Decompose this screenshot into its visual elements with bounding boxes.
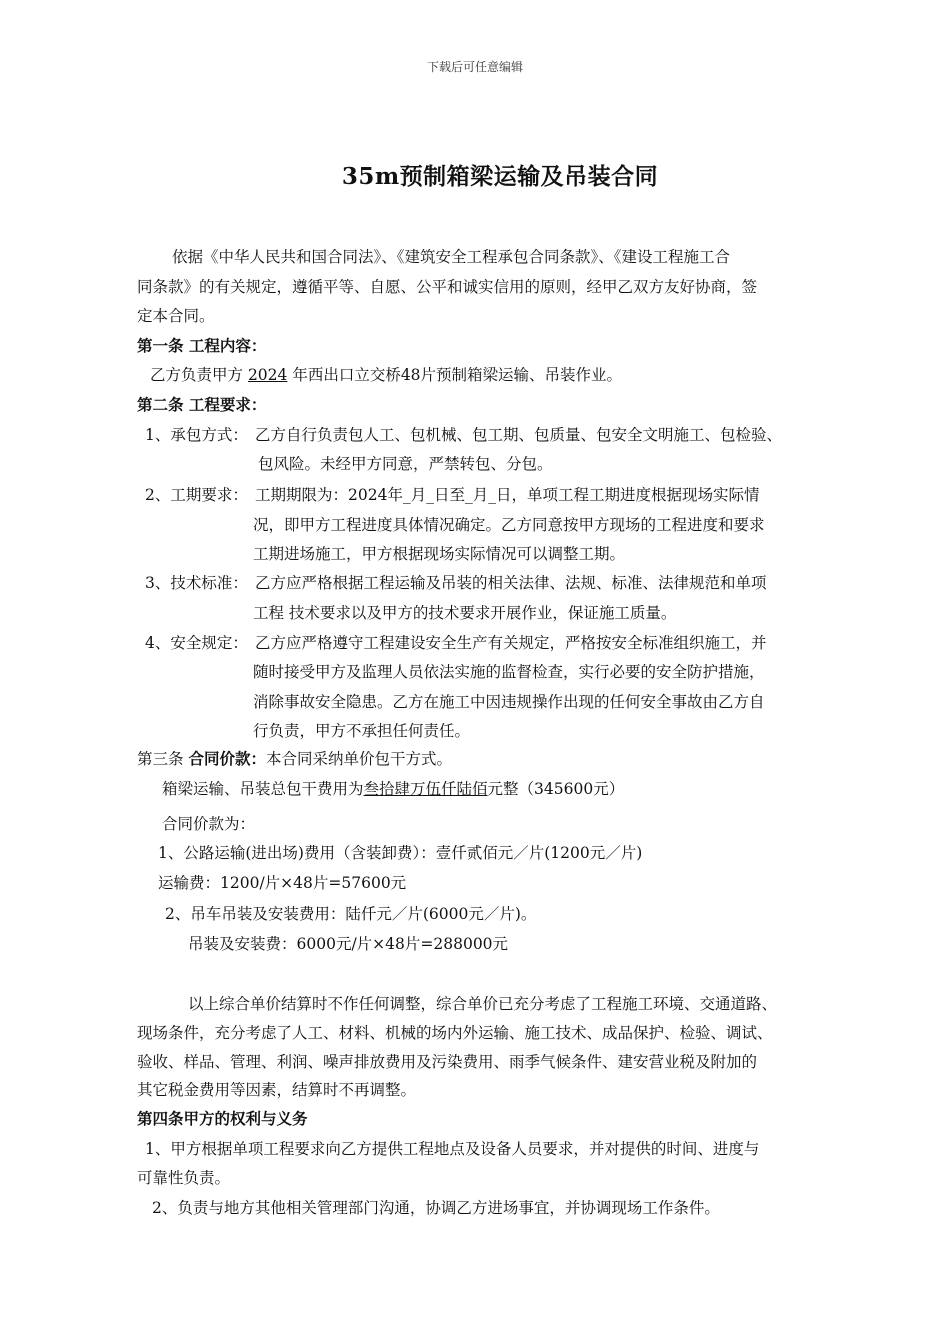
total-price-words: 叁拾肆万伍仟陆佰 bbox=[363, 780, 488, 798]
article-1-year: 2024 bbox=[247, 366, 288, 384]
requirement-2-line-3: 工期进场施工，甲方根据现场实际情况可以调整工期。 bbox=[253, 545, 626, 563]
article-1-suffix: 年西出口立交桥48片预制箱梁运输、吊装作业。 bbox=[287, 366, 623, 384]
article-3-rest: 本合同采纳单价包干方式。 bbox=[265, 750, 452, 768]
requirement-1-label: 1、承包方式： bbox=[145, 426, 248, 444]
requirement-2-label: 2、工期要求： bbox=[145, 486, 248, 504]
requirement-3-label: 3、技术标准： bbox=[145, 574, 248, 592]
article-3-prefix: 第三条 bbox=[137, 750, 189, 768]
intro-line-3: 定本合同。 bbox=[137, 307, 215, 325]
total-price-prefix: 箱梁运输、吊装总包干费用为 bbox=[162, 780, 364, 798]
price-note-line-2: 现场条件，充分考虑了人工、材料、机械的场内外运输、施工技术、成品保护、检验、调试、 bbox=[137, 1024, 773, 1042]
page-header: 下载后可任意编辑 bbox=[426, 60, 523, 74]
price-note-line-4: 其它税金费用等因素，结算时不再调整。 bbox=[137, 1081, 417, 1099]
price-item-1-calc: 运输费：1200/片×48片=57600元 bbox=[158, 874, 407, 892]
requirement-4-line-1: 乙方应严格遵守工程建设安全生产有关规定，严格按安全标准组织施工，并 bbox=[255, 634, 767, 652]
requirement-1-line-2: 包风险。未经甲方同意，严禁转包、分包。 bbox=[258, 455, 553, 473]
article-1-content bbox=[150, 365, 622, 385]
requirement-3-line-1: 乙方应严格根据工程运输及吊装的相关法律、法规、标准、法律规范和单项 bbox=[255, 574, 767, 592]
price-item-2: 2、吊车吊装及安装费用：陆仟元／片(6000元／片)。 bbox=[165, 905, 537, 923]
requirement-3-line-2: 工程 技术要求以及甲方的技术要求开展作业，保证施工质量。 bbox=[253, 604, 677, 622]
intro-line-1: 依据《中华人民共和国合同法》、《建筑安全工程承包合同条款》、《建设工程施工合 bbox=[172, 248, 731, 266]
article-1-prefix: 乙方负责甲方 bbox=[150, 366, 248, 384]
article-4-line-1: 1、甲方根据单项工程要求向乙方提供工程地点及设备人员要求，并对提供的时间、进度与 bbox=[145, 1140, 760, 1158]
total-price-line bbox=[162, 779, 624, 799]
price-note-line-1: 以上综合单价结算时不作任何调整，综合单价已充分考虑了工程施工环境、交通道路、 bbox=[188, 995, 778, 1013]
article-2-heading: 第二条 工程要求： bbox=[137, 395, 267, 414]
requirement-4-line-3: 消除事故安全隐患。乙方在施工中因违规操作出现的任何安全事故由乙方自 bbox=[253, 693, 765, 711]
price-label: 合同价款为： bbox=[162, 815, 256, 833]
requirement-4-label: 4、安全规定： bbox=[145, 634, 248, 652]
requirement-1-line-1: 乙方自行负责包人工、包机械、包工期、包质量、包安全文明施工、包检验、 bbox=[255, 426, 783, 444]
article-4-heading: 第四条甲方的权利与义务 bbox=[137, 1109, 308, 1128]
article-3-heading bbox=[137, 749, 452, 769]
price-note-line-3: 验收、样品、管理、利润、噪声排放费用及污染费用、雨季气候条件、建安营业税及附加的 bbox=[137, 1053, 758, 1071]
price-item-2-calc: 吊装及安装费：6000元/片×48片=288000元 bbox=[188, 935, 509, 953]
total-price-suffix: 元整（345600元） bbox=[487, 780, 625, 798]
article-4-line-3: 2、负责与地方其他相关管理部门沟通，协调乙方进场事宜，并协调现场工作条件。 bbox=[152, 1199, 720, 1217]
article-4-line-2: 可靠性负责。 bbox=[137, 1169, 231, 1187]
requirement-2-line-2: 况，即甲方工程进度具体情况确定。乙方同意按甲方现场的工程进度和要求 bbox=[253, 516, 765, 534]
article-3-bold: 合同价款： bbox=[188, 749, 266, 768]
requirement-4-line-4: 行负责，甲方不承担任何责任。 bbox=[253, 722, 471, 740]
document-title: 35m预制箱梁运输及吊装合同 bbox=[341, 163, 659, 190]
article-1-heading: 第一条 工程内容： bbox=[137, 336, 267, 355]
requirement-4-line-2: 随时接受甲方及监理人员依法实施的监督检查，实行必要的安全防护措施， bbox=[253, 663, 765, 681]
price-item-1: 1、公路运输(进出场)费用（含装卸费）：壹仟贰佰元／片(1200元／片) bbox=[158, 844, 643, 862]
requirement-2-line-1: 工期期限为：2024年_月_日至_月_日，单项工程工期进度根据现场实际情 bbox=[255, 486, 760, 504]
intro-line-2: 同条款》的有关规定，遵循平等、自愿、公平和诚实信用的原则，经甲乙双方友好协商，签 bbox=[137, 278, 758, 296]
